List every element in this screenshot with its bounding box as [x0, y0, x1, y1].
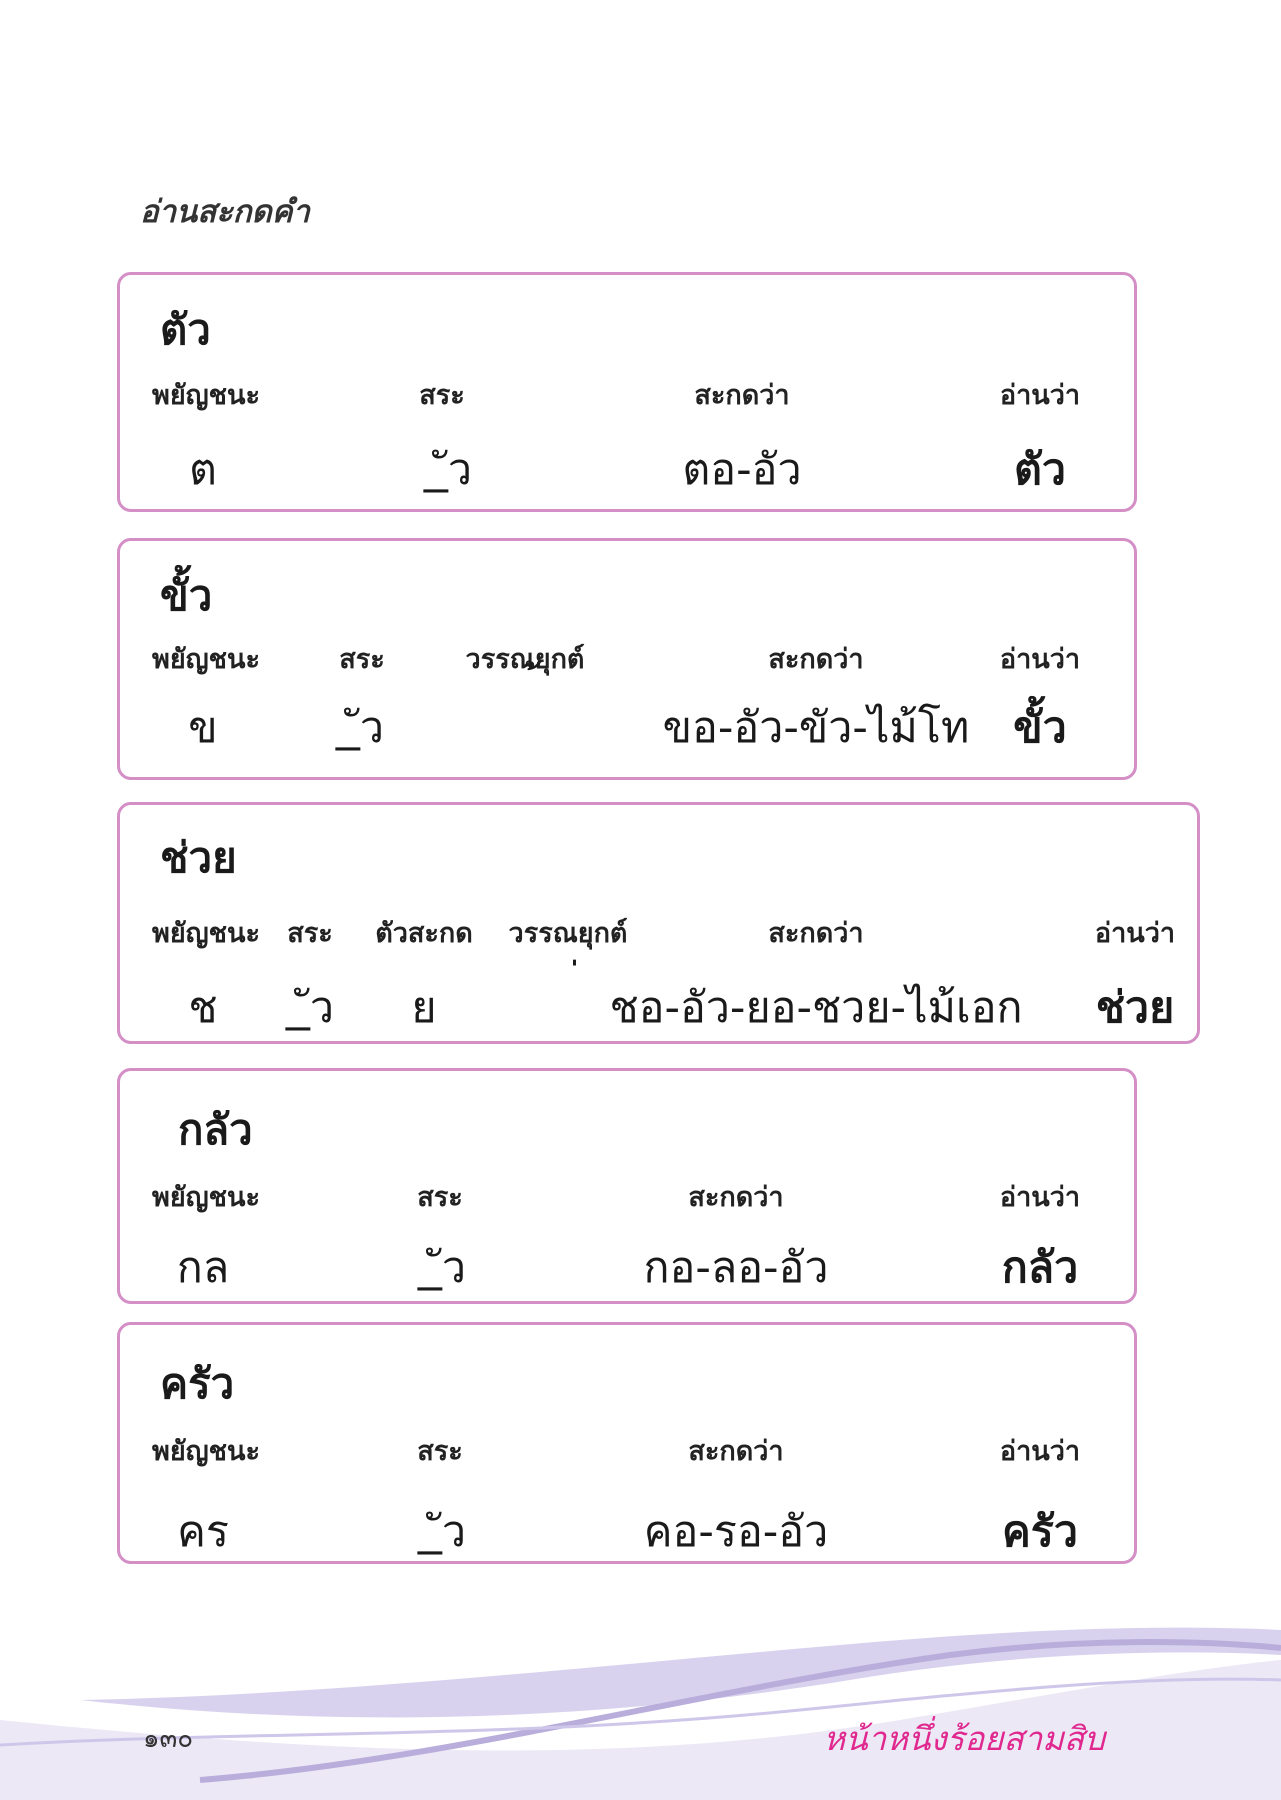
header-consonant: พยัญชนะ [152, 918, 260, 949]
value-vowel: _ัว [285, 983, 335, 1033]
footer-wave-decoration [0, 1600, 1281, 1800]
header-final-consonant: ตัวสะกด [375, 918, 473, 949]
spelling-card-5 [117, 1322, 1137, 1564]
header-vowel: สระ [339, 644, 385, 675]
value-reading: กลัว [1001, 1243, 1079, 1293]
value-vowel: _ัว [417, 1507, 467, 1557]
value-consonant: ข [188, 703, 218, 753]
header-tone: วรรณยุกต์ [465, 644, 585, 675]
spelling-card-4 [117, 1068, 1137, 1304]
header-spelling: สะกดว่า [694, 380, 790, 411]
header-consonant: พยัญชนะ [152, 1182, 260, 1213]
page-heading: อ่านสะกดคำ [140, 194, 310, 230]
value-reading: ช่วย [1095, 983, 1175, 1033]
value-spelling: ตอ-อัว [682, 445, 802, 495]
card-word: ช่วย [160, 833, 237, 882]
value-reading: ตัว [1013, 445, 1067, 495]
value-vowel: _ัว [423, 445, 473, 495]
value-consonant: ต [189, 445, 217, 495]
header-vowel: สระ [419, 380, 465, 411]
value-consonant: คร [177, 1507, 229, 1557]
header-vowel: สระ [417, 1436, 463, 1467]
card-word: ขั้ว [160, 571, 213, 620]
header-reading: อ่านว่า [999, 1436, 1081, 1467]
header-vowel: สระ [417, 1182, 463, 1213]
card-word: ตัว [160, 305, 211, 354]
header-spelling: สะกดว่า [688, 1436, 784, 1467]
header-spelling: สะกดว่า [768, 644, 864, 675]
value-reading: ขั้ว [1013, 703, 1067, 753]
header-reading: อ่านว่า [999, 380, 1081, 411]
value-spelling: ชอ-อัว-ยอ-ชวย-ไม้เอก [609, 983, 1023, 1033]
header-spelling: สะกดว่า [768, 918, 864, 949]
value-vowel: _ัว [417, 1243, 467, 1293]
card-word: ครัว [160, 1359, 235, 1408]
page-number: ๑๓๐ [143, 1724, 194, 1754]
header-reading: อ่านว่า [999, 644, 1081, 675]
header-tone: วรรณยุกต์ [508, 918, 628, 949]
spelling-card-2 [117, 538, 1137, 780]
header-consonant: พยัญชนะ [152, 1436, 260, 1467]
value-consonant: ช [188, 983, 218, 1033]
header-consonant: พยัญชนะ [152, 380, 260, 411]
spelling-card-3 [117, 802, 1200, 1044]
value-consonant: กล [176, 1243, 230, 1293]
value-final-consonant: ย [411, 983, 437, 1033]
page-number-words: หน้าหนึ่งร้อยสามสิบ [823, 1719, 1105, 1758]
header-reading: อ่านว่า [999, 1182, 1081, 1213]
header-reading: อ่านว่า [1094, 918, 1176, 949]
header-spelling: สะกดว่า [688, 1182, 784, 1213]
value-spelling: คอ-รอ-อัว [643, 1507, 829, 1557]
header-vowel: สระ [287, 918, 333, 949]
card-word: กลัว [178, 1105, 253, 1154]
value-spelling: ขอ-อัว-ขัว-ไม้โท [662, 703, 970, 753]
value-vowel: _ัว [335, 703, 385, 753]
spelling-card-1 [117, 272, 1137, 512]
value-spelling: กอ-ลอ-อัว [643, 1243, 829, 1293]
header-consonant: พยัญชนะ [152, 644, 260, 675]
value-reading: ครัว [1001, 1507, 1079, 1557]
